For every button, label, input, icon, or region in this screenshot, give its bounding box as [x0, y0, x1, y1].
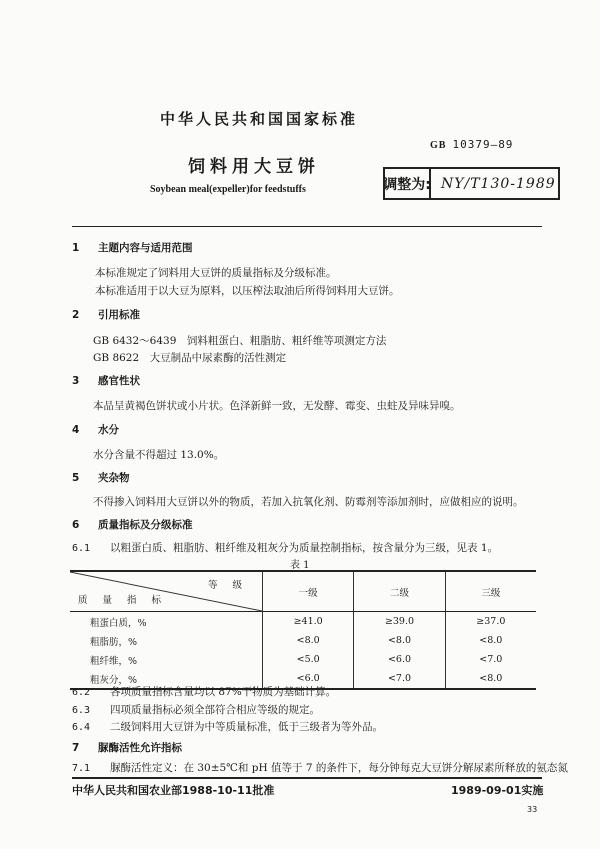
- table-cell: <8.0: [445, 631, 536, 650]
- table-header-row: [70, 571, 536, 612]
- paragraph: 水分含量不得超过 13.0%。: [93, 449, 225, 461]
- standard-code-prefix: GB: [430, 140, 447, 151]
- row-label: 粗灰分，%: [90, 674, 138, 686]
- paragraph: 不得掺入饲料用大豆饼以外的物质，若加入抗氧化剂、防霉剂等添加剂时，应做相应的说明。: [93, 496, 524, 508]
- row-label: 粗纤维，%: [90, 655, 138, 667]
- table-cell: <6.0: [263, 669, 354, 689]
- table-cell: <8.0: [445, 669, 536, 689]
- paragraph: 本标准适用于以大豆为原料，以压榨法取油后所得饲料用大豆饼。: [95, 285, 400, 297]
- section-heading: 2 引用标准: [72, 309, 140, 321]
- section-heading: 5 夹杂物: [72, 472, 130, 484]
- column-header: 二级: [354, 571, 445, 612]
- document-title: 饲料用大豆饼: [188, 157, 320, 177]
- table-cell: ≥41.0: [263, 612, 354, 632]
- clause-6-2: 6.2 各项质量指标含量均以 87%干物质为基础计算。: [72, 686, 337, 698]
- header-item-label: 质 量 指 标: [78, 595, 168, 606]
- quality-grade-table: [70, 570, 536, 690]
- header-grade-label: 等 级: [208, 580, 249, 591]
- header-divider: [72, 226, 542, 227]
- section-heading: 7 脲酶活性允许指标: [72, 742, 182, 754]
- table-cell: <8.0: [263, 631, 354, 650]
- table-row: [70, 631, 536, 650]
- section-heading: 4 水分: [72, 424, 119, 436]
- table-cell: ≥39.0: [354, 612, 445, 632]
- table-row: [70, 612, 536, 632]
- approval-date: 中华人民共和国农业部1988-10-11批准: [72, 784, 275, 797]
- clause-6-3: 6.3 四项质量指标必须全部符合相应等级的规定。: [72, 704, 320, 716]
- reference-standard: GB 8622 大豆制品中尿素酶的活性测定: [93, 352, 287, 364]
- paragraph: 本品呈黄褐色饼状或小片状。色泽新鲜一致，无发酵、霉变、虫蛀及异味异嗅。: [93, 400, 461, 412]
- stamp-value: NY/T130-1989: [441, 175, 556, 192]
- clause-6-4: 6.4 二级饲料用大豆饼为中等质量标准，低于三级者为等外品。: [72, 721, 383, 733]
- section-heading: 6 质量指标及分级标准: [72, 519, 193, 531]
- table-cell: <6.0: [354, 650, 445, 669]
- standard-code-number: 10379—89: [452, 138, 514, 151]
- table-row: [70, 650, 536, 669]
- replacement-stamp: [383, 167, 560, 200]
- standard-code: [430, 138, 513, 151]
- row-label: 粗脂肪，%: [90, 636, 138, 648]
- section-heading: 3 感官性状: [72, 375, 140, 387]
- stamp-label: 调整为:: [385, 169, 431, 198]
- column-header: 三级: [445, 571, 536, 612]
- table-cell: <8.0: [354, 631, 445, 650]
- page-number: 33: [527, 805, 538, 814]
- reference-standard: GB 6432～6439 饲料粗蛋白、粗脂肪、粗纤维等项测定方法: [93, 335, 387, 347]
- column-header: 一级: [263, 571, 354, 612]
- clause-6-1: 6.1 以粗蛋白质、粗脂肪、粗纤维及粗灰分为质量控制指标，按含量分为三级，见表 1。: [72, 542, 499, 554]
- table-cell: <7.0: [354, 669, 445, 689]
- table-cell: <5.0: [263, 650, 354, 669]
- effective-date: 1989-09-01实施: [451, 784, 544, 797]
- paragraph: 本标准规定了饲料用大豆饼的质量指标及分级标准。: [95, 267, 337, 279]
- table-cell: <7.0: [445, 650, 536, 669]
- table-cell: ≥37.0: [445, 612, 536, 632]
- document-subtitle-en: Soybean meal(expeller)for feedstuffs: [150, 184, 306, 195]
- row-label: 粗蛋白质，%: [90, 617, 147, 629]
- footer-divider: [72, 777, 542, 779]
- table-caption: 表 1: [290, 560, 310, 571]
- clause-7-1: 7.1 脲酶活性定义：在 30±5℃和 pH 值等于 7 的条件下，每分钟每克大豆饼分解尿素所释放的氨态氮: [72, 762, 568, 774]
- diagonal-header-cell: [70, 571, 263, 612]
- section-heading: 1 主题内容与适用范围: [72, 242, 193, 254]
- national-standard-heading: 中华人民共和国国家标准: [160, 110, 359, 128]
